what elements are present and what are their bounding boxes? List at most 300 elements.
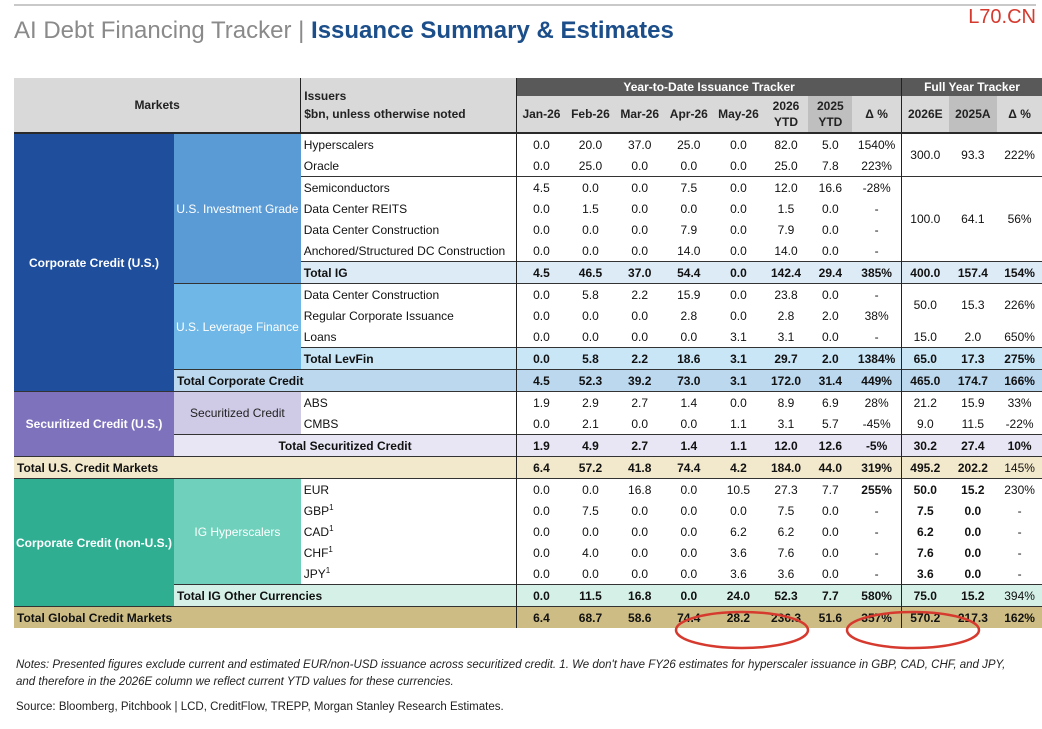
cell: 15.0: [913, 329, 937, 344]
cell: 0.0: [631, 503, 649, 518]
cell: 495.2: [902, 457, 949, 479]
footnotes: Notes: Presented figures exclude current and estimated EUR/non-USD issuance across securitized credit. 1. We don't have FY26 estimates for hyperscaler issuance in GBP, CAD, CHF, and JPY, and therefore in the 2026E column we reflect current YTD values for these currencies.: [16, 659, 1006, 688]
cell: -: [1017, 503, 1022, 518]
cell: 580%: [852, 585, 901, 607]
table-row: [14, 392, 1042, 414]
row-label: [301, 521, 517, 542]
cell: 0.0: [713, 284, 763, 306]
col-may: May-26: [713, 96, 763, 133]
cell: 15.2: [949, 479, 998, 501]
cell: 0.0: [533, 416, 550, 431]
footnote-mark: 1: [329, 503, 334, 512]
cell: 0.0: [730, 137, 747, 152]
cell: 54.4: [664, 262, 713, 284]
cell: -: [1017, 545, 1022, 560]
cell: 0.0: [517, 284, 566, 306]
cell: 14.0: [677, 243, 701, 258]
cell: 0.0: [821, 524, 839, 539]
col-jan: Jan-26: [517, 96, 566, 133]
cell: 52.3: [566, 370, 615, 392]
cell: 0.0: [821, 545, 839, 560]
cell: 0.0: [964, 545, 982, 560]
row-label: [301, 500, 517, 521]
cell: 0.0: [517, 348, 566, 370]
fy-group-header: Full Year Tracker: [902, 78, 1042, 96]
cell: 11.5: [566, 585, 615, 607]
cell: 230%: [997, 479, 1042, 501]
footnote-mark: 1: [328, 545, 333, 554]
cell: 0.0: [533, 243, 550, 258]
cell: 2.0: [808, 348, 852, 370]
cell: 0.0: [517, 585, 566, 607]
row-label: Oracle: [301, 155, 517, 177]
cell: 0.0: [631, 566, 649, 581]
cell: 100.0: [902, 177, 949, 262]
cell: 15.9: [949, 392, 998, 414]
title-part-2: Issuance Summary & Estimates: [311, 17, 674, 44]
col-2025-ytd: [808, 96, 852, 133]
cell: 6.2: [916, 524, 934, 539]
cell: 11.5: [961, 416, 985, 431]
group-corporate-us: Corporate Credit (U.S.): [14, 133, 174, 392]
cell: -: [852, 521, 901, 542]
cell: 0.0: [964, 503, 982, 518]
cell: 2.8: [680, 308, 698, 323]
cell: 0.0: [631, 524, 649, 539]
cell: 8.9: [764, 392, 809, 414]
cell: 16.6: [808, 177, 852, 199]
cell: 50.0: [902, 284, 949, 327]
cell: 142.4: [764, 262, 809, 284]
cell: 31.4: [808, 370, 852, 392]
cell: 3.6: [777, 566, 795, 581]
cell: 25.0: [578, 158, 603, 173]
cell: 9.0: [916, 416, 934, 431]
cell: 44.0: [808, 457, 852, 479]
cell: 4.5: [517, 262, 566, 284]
cell: 1.1: [730, 416, 747, 431]
cell: 74.4: [664, 607, 713, 629]
cell: 226%: [997, 284, 1042, 327]
cell: 20.0: [578, 137, 603, 152]
cell: 0.0: [533, 329, 550, 344]
cell: 4.2: [713, 457, 763, 479]
watermark: L70.CN: [968, 6, 1036, 28]
row-label-text: CAD: [303, 525, 330, 539]
cell: 58.6: [615, 607, 664, 629]
cell: 7.8: [821, 158, 839, 173]
cell: 0.0: [533, 503, 550, 518]
cell: 0.0: [680, 201, 698, 216]
cell: 3.1: [777, 329, 795, 344]
cell: 0.0: [730, 308, 747, 323]
cell: 449%: [852, 370, 901, 392]
cell: -28%: [852, 177, 901, 199]
group-us-ig: U.S. Investment Grade: [174, 133, 301, 284]
cell: 0.0: [730, 158, 747, 173]
row-label: Total Corporate Credit: [174, 370, 517, 392]
cell: 1.9: [517, 435, 566, 457]
cell: 0.0: [631, 158, 649, 173]
cell: 222%: [1004, 148, 1035, 162]
cell: 37.0: [628, 137, 652, 152]
cell: 0.0: [631, 243, 649, 258]
cell: -5%: [852, 435, 901, 457]
row-label: Total LevFin: [301, 348, 517, 370]
cell: 68.7: [566, 607, 615, 629]
cell: 0.0: [664, 585, 713, 607]
cell: 4.5: [517, 177, 566, 199]
row-label: Total IG: [301, 262, 517, 284]
cell: 39.2: [615, 370, 664, 392]
cell: 1.9: [517, 392, 566, 414]
issuance-table: [14, 78, 1042, 628]
cell: 236.3: [764, 607, 809, 629]
cell: 1.1: [713, 435, 763, 457]
cell: 2.8: [777, 308, 795, 323]
col-2026-ytd-l1: 2026: [772, 99, 800, 113]
col-delta-fy: Δ %: [997, 96, 1042, 133]
cell: 30.2: [902, 435, 949, 457]
col-2026-ytd: [764, 96, 809, 133]
cell: 2.2: [615, 284, 664, 306]
cell: 162%: [997, 607, 1042, 629]
cell: 275%: [997, 348, 1042, 370]
cell: 3.6: [730, 545, 747, 560]
cell: 0.0: [533, 222, 550, 237]
cell: 1.5: [777, 201, 795, 216]
cell: 0.0: [730, 243, 747, 258]
cell: 7.9: [777, 222, 795, 237]
row-label-text: CHF: [303, 546, 329, 560]
cell: 75.0: [902, 585, 949, 607]
cell: 64.1: [949, 177, 998, 262]
cell: 3.6: [916, 566, 934, 581]
cell: 3.1: [730, 329, 747, 344]
cell: 255%: [852, 479, 901, 501]
cell: 2.0: [964, 329, 982, 344]
cell: 465.0: [902, 370, 949, 392]
cell: 0.0: [566, 479, 615, 501]
cell: 0.0: [730, 201, 747, 216]
footnote-mark: 1: [325, 566, 331, 575]
cell: 650%: [1004, 329, 1035, 344]
cell: 400.0: [902, 262, 949, 284]
cell: 154%: [997, 262, 1042, 284]
cell: 0.0: [964, 566, 982, 581]
cell: 0.0: [680, 158, 698, 173]
cell: 7.5: [777, 503, 795, 518]
cell: 5.8: [566, 348, 615, 370]
cell: 82.0: [774, 137, 798, 152]
table-row-total-global: [14, 607, 1042, 629]
group-corporate-non-us: Corporate Credit (non-U.S.): [14, 479, 174, 607]
row-label: Hyperscalers: [301, 133, 517, 155]
cell: 217.3: [949, 607, 998, 629]
cell: -: [852, 284, 901, 306]
cell: 50.0: [902, 479, 949, 501]
cell: 0.0: [821, 329, 839, 344]
col-2025-ytd-l2: YTD: [818, 115, 843, 129]
cell: 2.7: [615, 392, 664, 414]
row-label: Total IG Other Currencies: [174, 585, 517, 607]
cell: 0.0: [808, 284, 852, 306]
cell: 6.2: [730, 524, 747, 539]
row-label: Regular Corporate Issuance: [301, 305, 517, 326]
cell: 33%: [997, 392, 1042, 414]
issuers-header-line1: Issuers: [304, 89, 347, 103]
cell: 25.0: [677, 137, 701, 152]
issuers-header-line2: $bn, unless otherwise noted: [304, 107, 466, 121]
cell: 0.0: [631, 545, 649, 560]
cell: 2.2: [615, 348, 664, 370]
cell: 5.8: [566, 284, 615, 306]
cell: 12.0: [764, 435, 809, 457]
cell: 1.4: [664, 435, 713, 457]
cell: 0.0: [582, 243, 599, 258]
cell: 0.0: [631, 222, 649, 237]
cell: 0.0: [821, 503, 839, 518]
cell: 0.0: [533, 308, 550, 323]
cell: 4.9: [566, 435, 615, 457]
cell: 0.0: [615, 177, 664, 199]
cell: 0.0: [964, 524, 982, 539]
cell: 7.5: [664, 177, 713, 199]
table-row: [14, 133, 1042, 155]
cell: 7.7: [808, 585, 852, 607]
cell: -: [1017, 524, 1022, 539]
cell: 7.6: [916, 545, 934, 560]
cell: 0.0: [680, 416, 698, 431]
cell: 0.0: [631, 329, 649, 344]
cell: 3.6: [730, 566, 747, 581]
ytd-group-header: Year-to-Date Issuance Tracker: [517, 78, 902, 96]
cell: 41.8: [615, 457, 664, 479]
cell: 357%: [852, 607, 901, 629]
cell: 17.3: [949, 348, 998, 370]
cell: 16.8: [615, 479, 664, 501]
cell: 2.7: [615, 435, 664, 457]
cell: 0.0: [713, 177, 763, 199]
cell: 319%: [852, 457, 901, 479]
cell: 0.0: [533, 545, 550, 560]
col-feb: Feb-26: [566, 96, 615, 133]
cell: 0.0: [821, 566, 839, 581]
cell: 15.2: [949, 585, 998, 607]
cell: -: [1017, 566, 1022, 581]
cell: 5.7: [821, 416, 839, 431]
cell: 15.3: [949, 284, 998, 327]
cell: 73.0: [664, 370, 713, 392]
cell: 2.9: [566, 392, 615, 414]
cell: 1384%: [852, 348, 901, 370]
cell: 27.3: [764, 479, 809, 501]
cell: 0.0: [680, 329, 698, 344]
col-delta-ytd: Δ %: [852, 96, 901, 133]
cell: 0.0: [730, 222, 747, 237]
cell: 0.0: [680, 524, 698, 539]
cell: 6.9: [808, 392, 852, 414]
cell: 57.2: [566, 457, 615, 479]
cell: -: [852, 500, 901, 521]
cell: 0.0: [680, 566, 698, 581]
row-label: Loans: [301, 326, 517, 348]
row-label: Semiconductors: [301, 177, 517, 199]
cell: -: [852, 542, 901, 563]
cell: 1.4: [664, 392, 713, 414]
cell: 0.0: [533, 137, 550, 152]
cell: 0.0: [713, 392, 763, 414]
footnote-mark: 1: [329, 524, 334, 533]
top-rule: [14, 4, 1036, 6]
cell: 16.8: [615, 585, 664, 607]
cell: 145%: [997, 457, 1042, 479]
cell: 37.0: [615, 262, 664, 284]
cell: 0.0: [566, 177, 615, 199]
table-row-total-us: [14, 457, 1042, 479]
col-2025-ytd-l1: 2025: [816, 99, 844, 113]
cell: 27.4: [949, 435, 998, 457]
markets-header: Markets: [14, 78, 301, 133]
cell: 0.0: [582, 524, 599, 539]
cell: 46.5: [566, 262, 615, 284]
cell: -: [852, 326, 901, 348]
cell: 0.0: [821, 243, 839, 258]
cell: 29.4: [808, 262, 852, 284]
cell: 52.3: [764, 585, 809, 607]
cell: -: [852, 563, 901, 585]
cell: 157.4: [949, 262, 998, 284]
cell: 0.0: [533, 201, 550, 216]
cell: 202.2: [949, 457, 998, 479]
col-2026-ytd-l2: YTD: [774, 115, 799, 129]
cell: 0.0: [582, 222, 599, 237]
cell: 21.2: [902, 392, 949, 414]
cell: 4.5: [517, 370, 566, 392]
cell: 0.0: [533, 524, 550, 539]
cell: 23.8: [764, 284, 809, 306]
cell: 0.0: [631, 308, 649, 323]
cell: 6.4: [517, 607, 566, 629]
cell: 5.0: [821, 137, 839, 152]
group-securitized-sub: Securitized Credit: [174, 392, 301, 435]
cell: 0.0: [821, 222, 839, 237]
cell: 0.0: [533, 158, 550, 173]
cell: 1540%: [852, 133, 901, 155]
cell: 570.2: [902, 607, 949, 629]
cell: 223%: [852, 155, 901, 177]
page-title: [14, 17, 674, 45]
cell: 12.0: [764, 177, 809, 199]
cell: 15.9: [664, 284, 713, 306]
cell: 0.0: [730, 503, 747, 518]
table-row: [14, 479, 1042, 501]
cell: 93.3: [961, 148, 985, 162]
col-2025a: 2025A: [949, 96, 998, 133]
cell: 2.0: [821, 308, 839, 323]
cell: 29.7: [764, 348, 809, 370]
cell: 166%: [997, 370, 1042, 392]
cell: 24.0: [713, 585, 763, 607]
cell: 300.0: [910, 148, 941, 162]
row-label-text: GBP: [303, 504, 330, 518]
cell: 18.6: [664, 348, 713, 370]
row-label: ABS: [301, 392, 517, 414]
cell: 0.0: [664, 479, 713, 501]
col-apr: Apr-26: [664, 96, 713, 133]
row-label: Data Center REITS: [301, 198, 517, 219]
row-label: Total Global Credit Markets: [14, 607, 517, 629]
col-2026e: 2026E: [902, 96, 949, 133]
cell: 0.0: [582, 329, 599, 344]
cell: 7.5: [582, 503, 599, 518]
row-label: CMBS: [301, 413, 517, 435]
cell: 1.5: [582, 201, 599, 216]
cell: 0.0: [631, 201, 649, 216]
col-mar: Mar-26: [615, 96, 664, 133]
cell: 174.7: [949, 370, 998, 392]
cell: 0.0: [533, 566, 550, 581]
cell: 3.1: [713, 348, 763, 370]
row-label: Total Securitized Credit: [174, 435, 517, 457]
title-part-1: AI Debt Financing Tracker |: [14, 17, 312, 44]
cell: 7.5: [916, 503, 934, 518]
source-line: Source: Bloomberg, Pitchbook | LCD, CreditFlow, TREPP, Morgan Stanley Research Estimates.: [16, 701, 504, 713]
cell: 38%: [852, 305, 901, 326]
row-label: EUR: [301, 479, 517, 501]
cell: 74.4: [664, 457, 713, 479]
cell: 0.0: [582, 566, 599, 581]
cell: -: [852, 219, 901, 240]
cell: 0.0: [631, 416, 649, 431]
cell: 7.7: [808, 479, 852, 501]
cell: 56%: [997, 177, 1042, 262]
cell: 7.6: [777, 545, 795, 560]
cell: 0.0: [821, 201, 839, 216]
row-label: Data Center Construction: [301, 219, 517, 240]
group-ig-hyperscalers: IG Hyperscalers: [174, 479, 301, 585]
cell: 65.0: [902, 348, 949, 370]
group-securitized-us: Securitized Credit (U.S.): [14, 392, 174, 457]
cell: 3.1: [713, 370, 763, 392]
cell: 10.5: [713, 479, 763, 501]
cell: 394%: [997, 585, 1042, 607]
cell: -22%: [1005, 416, 1034, 431]
cell: 6.2: [777, 524, 795, 539]
cell: 2.1: [582, 416, 599, 431]
cell: 4.0: [582, 545, 599, 560]
cell: -45%: [852, 413, 901, 435]
cell: 3.1: [777, 416, 795, 431]
row-label-text: JPY: [303, 567, 326, 581]
cell: -: [852, 240, 901, 262]
cell: 172.0: [764, 370, 809, 392]
issuers-header: [301, 78, 517, 133]
cell: 184.0: [764, 457, 809, 479]
cell: 28.2: [713, 607, 763, 629]
cell: 14.0: [774, 243, 798, 258]
cell: 6.4: [517, 457, 566, 479]
cell: 28%: [852, 392, 901, 414]
row-label: Data Center Construction: [301, 284, 517, 306]
cell: 0.0: [517, 479, 566, 501]
row-label: Total U.S. Credit Markets: [14, 457, 517, 479]
cell: 12.6: [808, 435, 852, 457]
cell: 0.0: [713, 262, 763, 284]
cell: 0.0: [680, 545, 698, 560]
row-label: Anchored/Structured DC Construction: [301, 240, 517, 262]
cell: 10%: [997, 435, 1042, 457]
